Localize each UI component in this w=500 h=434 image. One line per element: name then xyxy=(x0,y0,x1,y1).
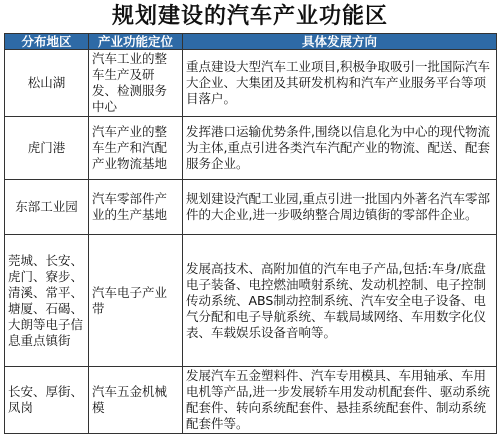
cell-area: 长安、厚街、凤岗 xyxy=(5,367,89,434)
header-direction: 具体发展方向 xyxy=(183,34,497,50)
cell-direction: 规划建设汽配工业园,重点引进一批国内外著名汽车零部件的大企业,进一步吸纳整合周边镇街的零部件企业。 xyxy=(183,180,497,235)
header-area: 分布地区 xyxy=(5,34,89,50)
cell-function: 汽车零部件产业的生产基地 xyxy=(89,180,183,235)
table-row xyxy=(5,50,497,117)
cell-function: 汽车电子产业带 xyxy=(89,235,183,367)
table-row xyxy=(5,367,497,434)
cell-function: 汽车产业的整车生产和汽配产业物流基地 xyxy=(89,117,183,180)
cell-direction: 发展汽车五金塑料件、汽车专用模具、车用轴承、车用电机等产品,进一步发展轿车用发动机配套件、驱动系统配套件、转向系统配套件、悬挂系统配套件、制动系统配套件等。 xyxy=(183,367,497,434)
table-row xyxy=(5,235,497,367)
header-function: 产业功能定位 xyxy=(89,34,183,50)
table-row xyxy=(5,117,497,180)
cell-function: 汽车五金机械模 xyxy=(89,367,183,434)
cell-area: 东部工业园 xyxy=(5,180,89,235)
cell-direction: 发展高技术、高附加值的汽车电子产品,包括:车身/底盘电子装备、电控燃油喷射系统、发动机控制、电子控制传动系统、ABS制动控制系统、汽车安全电子设备、电气分配和电子导航系统、车载局域网络、车用数字化仪表、车载娱乐设备音响等。 xyxy=(183,235,497,367)
cell-area: 莞城、长安、虎门、寮步、清溪、常平、塘厦、石碣、大朗等电子信息重点镇街 xyxy=(5,235,89,367)
industry-zone-table xyxy=(4,33,497,434)
cell-area: 虎门港 xyxy=(5,117,89,180)
table-header-row xyxy=(5,34,497,50)
cell-direction: 发挥港口运输优势条件,围绕以信息化为中心的现代物流为主体,重点引进各类汽车汽配产业的物流、配送、配套服务企业。 xyxy=(183,117,497,180)
cell-function: 汽车工业的整车生产及研发、检测服务中心 xyxy=(89,50,183,117)
cell-direction: 重点建设大型汽车工业项目,积极争取吸引一批国际汽车大企业、大集团及其研发机构和汽车产业服务平台等项目落户。 xyxy=(183,50,497,117)
page-title: 规划建设的汽车产业功能区 xyxy=(111,3,388,29)
table-row xyxy=(5,180,497,235)
cell-area: 松山湖 xyxy=(5,50,89,117)
